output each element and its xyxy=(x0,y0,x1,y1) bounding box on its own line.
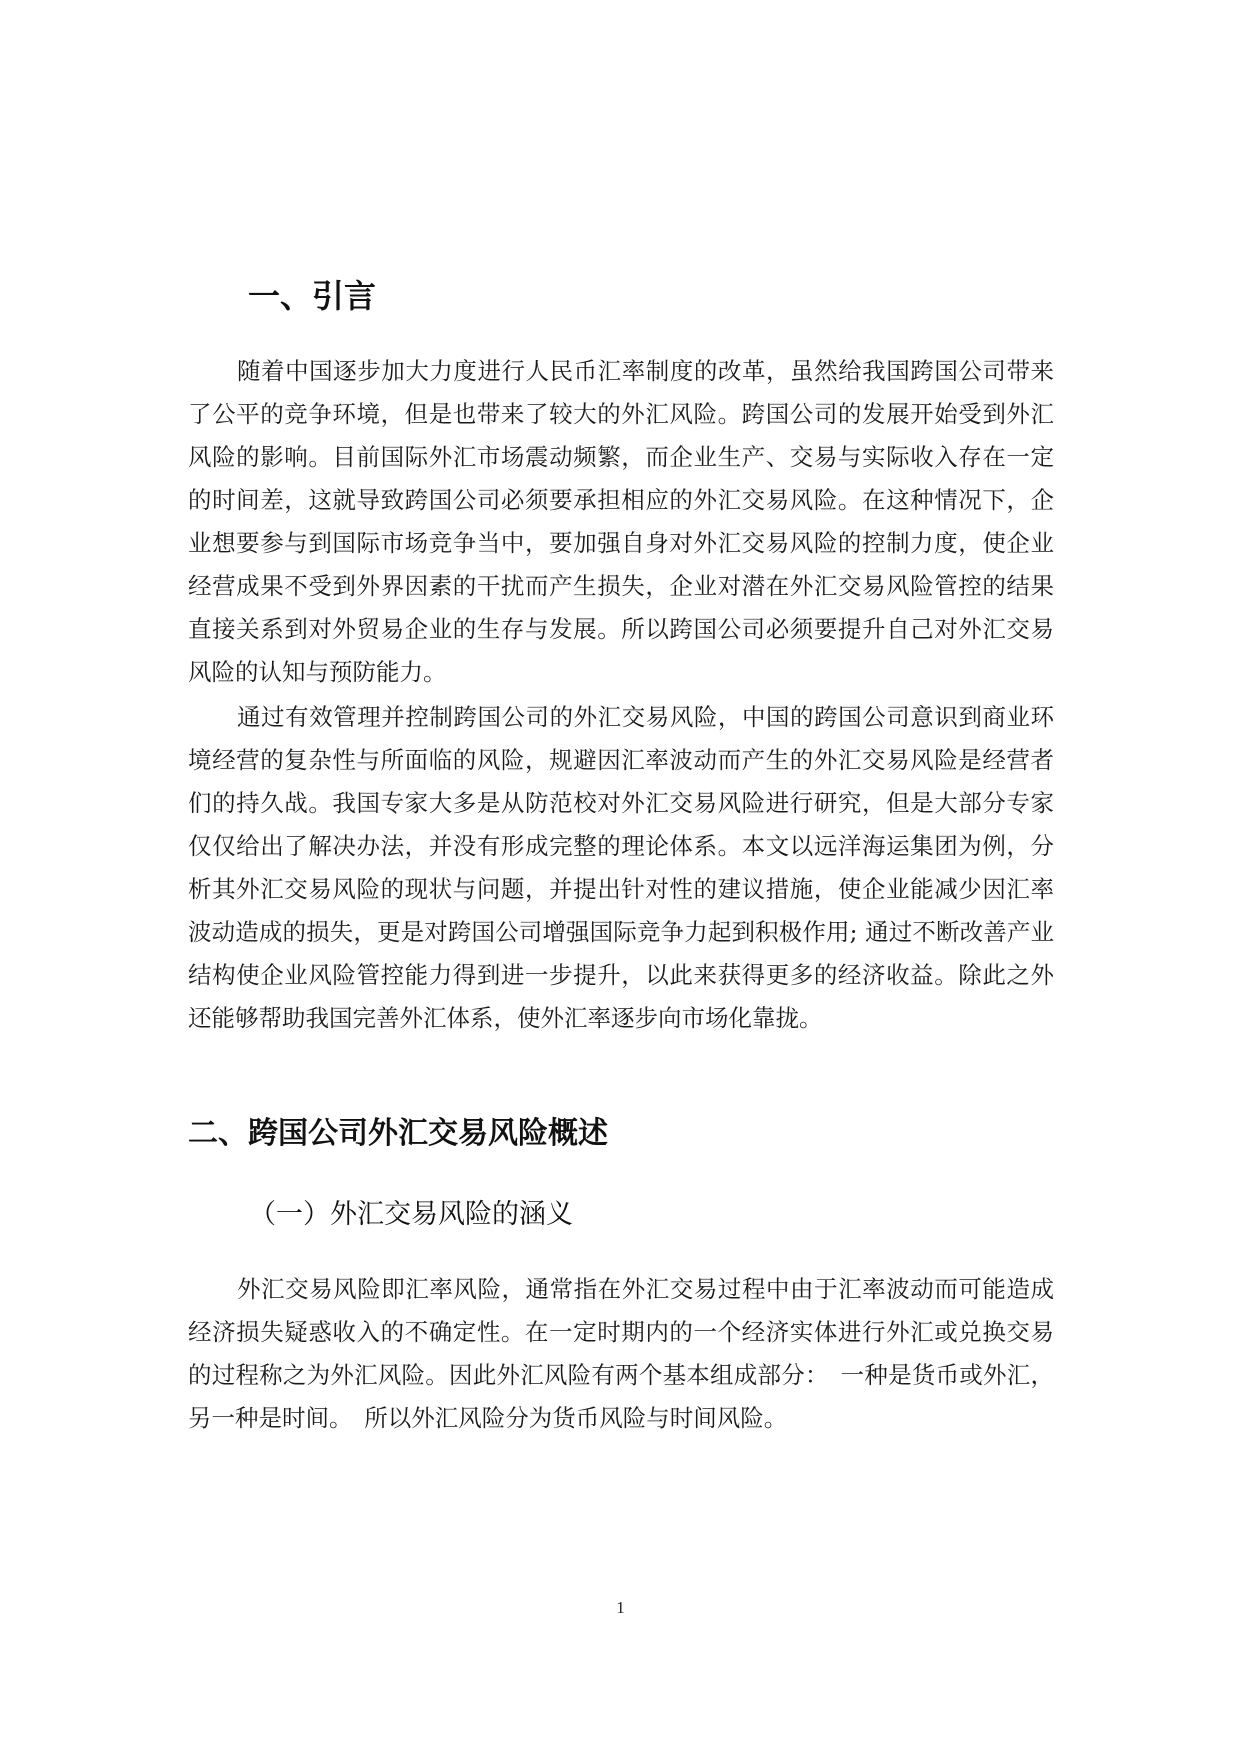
section-heading-introduction: 一、引言 xyxy=(248,277,377,315)
introduction-paragraph-2: 通过有效管理并控制跨国公司的外汇交易风险，中国的跨国公司意识到商业环境经营的复杂性与所面临的风险，规避因汇率波动而产生的外汇交易风险是经营者们的持久战。我国专家大多是从防范校对外汇交易风险进行研究，但是大部分专家仅仅给出了解决办法，并没有形成完整的理论体系。本文以远洋海运集团为例，分析其外汇交易风险的现状与问题，并提出针对性的建议措施，使企业能减少因汇率波动造成的损失，更是对跨国公司增强国际竞争力起到积极作用; 通过不断改善产业结构使企业风险管控能力得到进一步提升，以此来获得更多的经济收益。除此之外还能够帮助我国完善外汇体系，使外汇率逐步向市场化靠拢。 xyxy=(188,703,1054,1032)
definition-paragraph-1: 外汇交易风险即汇率风险，通常指在外汇交易过程中由于汇率波动而可能造成经济损失疑惑收入的不确定性。在一定时期内的一个经济实体进行外汇或兑换交易的过程称之为外汇风险。因此外汇风险有两个基本组成部分： 一种是货币或外汇，另一种是时间。 所以外汇风险分为货币风险与时间风险。 xyxy=(188,1275,1054,1432)
section-heading-overview: 二、跨国公司外汇交易风险概述 xyxy=(188,1116,608,1151)
subsection-heading-definition: （一）外汇交易风险的涵义 xyxy=(249,1199,573,1230)
page-number: 1 xyxy=(616,1598,625,1617)
introduction-paragraph-1: 随着中国逐步加大力度进行人民币汇率制度的改革，虽然给我国跨国公司带来了公平的竞争环境，但是也带来了较大的外汇风险。跨国公司的发展开始受到外汇风险的影响。目前国际外汇市场震动频繁，而企业生产、交易与实际收入存在一定的时间差，这就导致跨国公司必须要承担相应的外汇交易风险。在这种情况下，企业想要参与到国际市场竞争当中，要加强自身对外汇交易风险的控制力度，使企业经营成果不受到外界因素的干扰而产生损失，企业对潜在外汇交易风险管控的结果直接关系到对外贸易企业的生存与发展。所以跨国公司必须要提升自己对外汇交易风险的认知与预防能力。 xyxy=(188,357,1054,686)
